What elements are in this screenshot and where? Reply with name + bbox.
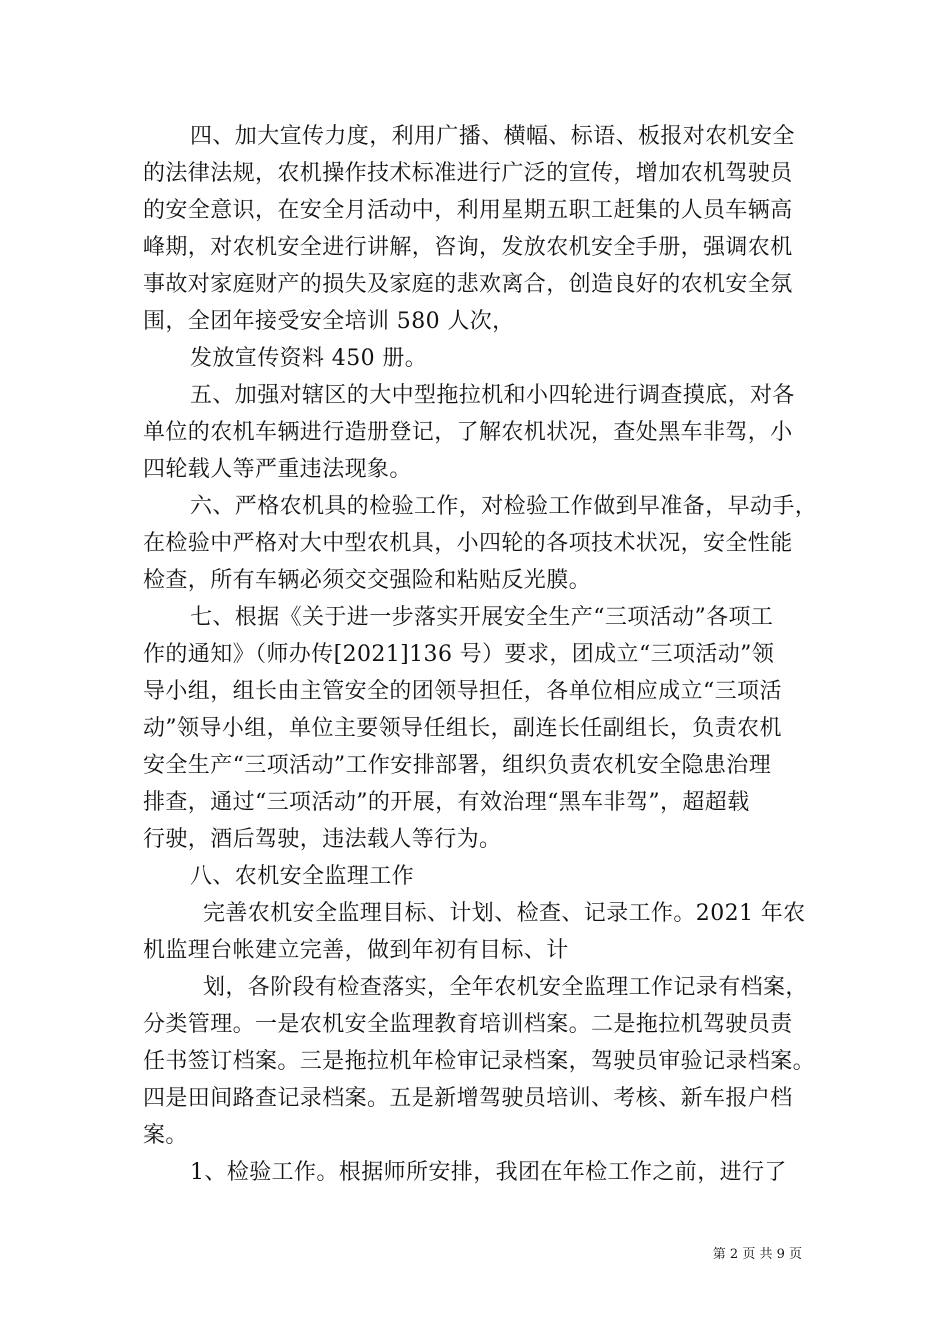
text-line: 七、根据《关于进一步落实开展安全生产“三项活动”各项工 <box>190 605 774 630</box>
text-line: 案。 <box>143 1123 188 1148</box>
section-heading: 八、农机安全监理工作 <box>190 864 415 889</box>
text-line: 四轮载人等严重违法现象。 <box>143 457 412 482</box>
text-line: 完善农机安全监理目标、计划、检查、记录工作。2021 年农 <box>203 901 806 926</box>
text-line: 检查，所有车辆必须交交强险和粘贴反光膜。 <box>143 568 592 593</box>
text-line: 六、严格农机具的检验工作，对检验工作做到早准备，早动手， <box>190 494 818 519</box>
text-line: 五、加强对辖区的大中型拖拉机和小四轮进行调查摸底，对各 <box>190 383 795 408</box>
text-line: 围，全团年接受安全培训 580 人次， <box>143 309 515 334</box>
text-line: 发放宣传资料 450 册。 <box>190 346 428 371</box>
text-line: 事故对家庭财产的损失及家庭的悲欢离合，创造良好的农机安全氛 <box>143 272 793 297</box>
text-line: 行驶，酒后驾驶，违法载人等行为。 <box>143 827 502 852</box>
text-line: 导小组，组长由主管安全的团领导担任，各单位相应成立“三项活 <box>143 679 782 704</box>
text-line: 分类管理。一是农机安全监理教育培训档案。二是拖拉机驾驶员责 <box>143 1012 793 1037</box>
text-line: 作的通知》（师办传[2021]136 号）要求，团成立“三项活动”领 <box>143 642 775 667</box>
text-line: 安全生产“三项活动”工作安排部署，组织负责农机安全隐患治理 <box>143 753 772 778</box>
text-line: 划，各阶段有检查落实，全年农机安全监理工作记录有档案， <box>203 975 808 1000</box>
text-line: 峰期，对农机安全进行讲解，咨询，发放农机安全手册，强调农机 <box>143 235 793 260</box>
text-line: 在检验中严格对大中型农机具，小四轮的各项技术状况，安全性能 <box>143 531 793 556</box>
text-line: 机监理台帐建立完善，做到年初有目标、计 <box>143 938 569 963</box>
text-line: 单位的农机车辆进行造册登记，了解农机状况，查处黑车非驾，小 <box>143 420 793 445</box>
text-line: 的安全意识，在安全月活动中，利用星期五职工赶集的人员车辆高 <box>143 198 793 223</box>
text-line: 排查，通过“三项活动”的开展，有效治理“黑车非驾”，超超载 <box>143 790 750 815</box>
text-line: 任书签订档案。三是拖拉机年检审记录档案，驾驶员审验记录档案。 <box>143 1049 816 1074</box>
text-line: 四、加大宣传力度，利用广播、横幅、标语、板报对农机安全 <box>190 124 795 149</box>
text-line: 1、检验工作。根据师所安排，我团在年检工作之前，进行了 <box>190 1160 787 1185</box>
text-line: 的法律法规，农机操作技术标准进行广泛的宣传，增加农机驾驶员 <box>143 161 793 186</box>
text-line: 四是田间路查记录档案。五是新增驾驶员培训、考核、新车报户档 <box>143 1086 793 1111</box>
page-number: 第 2 页 共 9 页 <box>712 1247 802 1262</box>
text-line: 动”领导小组，单位主要领导任组长，副连长任副组长，负责农机 <box>143 716 782 741</box>
